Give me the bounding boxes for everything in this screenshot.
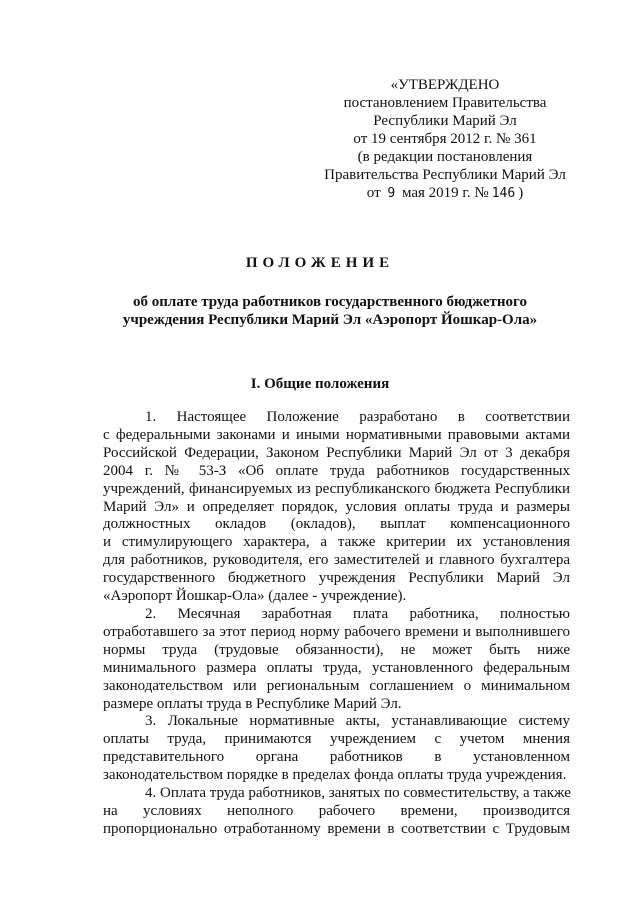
paragraph-line: размере оплаты труда в Республике Марий Эл. [103,695,402,712]
approval-handwritten-day: 9 [387,186,396,201]
approval-stamp-block [300,76,590,203]
paragraph-line: законодательством порядке в пределах фонда оплаты труда учреждения. [103,767,567,784]
paragraph-line: для работников, руководителя, его заместителей и главного бухгалтера [103,552,570,569]
paragraph-line: «Аэропорт Йошкар-Ола» (далее - учреждение). [103,588,407,605]
paragraph-line: учреждений, финансируемых из республиканского бюджета Республики [103,480,570,497]
paragraph-line: с федеральными законами и иными нормативными правовыми актами [103,426,570,443]
approval-date-prefix: от [366,185,381,201]
document-subtitle [100,293,560,329]
paragraph-line: 2. Месячная заработная плата работника, полностью [145,605,570,622]
approval-line: (в редакции постановления [357,149,533,165]
subtitle-line: об оплате труда работников государственного бюджетного [133,294,527,310]
paragraph-line: 4. Оплата труда работников, занятых по совместительству, а также [145,785,571,802]
paragraph-line: 1. Настоящее Положение разработано в соответствии [145,409,570,425]
paragraph-line: Марий Эл» и определяет порядок, условия оплаты труда и размеры [103,498,570,515]
paragraph-line: 2004 г. № 53-З «Об оплате труда работников государственных [103,462,570,479]
paragraph-line: нормы труда (трудовые обязанности), не может быть ниже [103,641,570,658]
paragraph-line: должностных окладов (окладов), выплат компенсационного [103,516,570,533]
approval-handwritten-number: 146 [491,186,516,201]
approval-date-line [300,184,590,203]
document-body [103,409,570,839]
paragraph-2 [103,606,570,713]
subtitle-line: учреждения Республики Марий Эл «Аэропорт Йошкар-Ола» [122,312,538,328]
approval-line: «УТВЕРЖДЕНО [390,77,500,93]
paragraph-line: оплаты труда, принимаются учреждением с учетом мнения [103,731,570,748]
section-heading: I. Общие положения [250,376,390,392]
paragraph-1 [103,409,570,606]
paragraph-line: пропорционально отработанному времени в соответствии с Трудовым [103,820,570,837]
paragraph-line: представительного органа работников в установленном [103,749,570,766]
paragraph-line: отработавшего за этот период норму рабочего времени и выполнившего [103,623,570,640]
paragraph-line: на условиях неполного рабочего времени, производится [103,802,570,819]
paragraph-line: минимального размера оплаты труда, установленного федеральным [103,659,570,676]
paragraph-line: законодательством или региональным соглашением о минимальном [103,677,570,694]
approval-date-middle: мая 2019 г. № [401,185,489,201]
approval-line: постановлением Правительства [343,95,547,111]
approval-line: Правительства Республики Марий Эл [324,167,566,183]
paragraph-line: и стимулирующего характера, а также критерии их установления [103,534,570,551]
document-title: ПОЛОЖЕНИЕ [245,255,395,271]
paragraph-line: государственного бюджетного учреждения Республики Марий Эл [103,570,570,587]
approval-date-suffix: ) [518,185,524,201]
paragraph-line: 3. Локальные нормативные акты, устанавливающие систему [145,713,570,730]
paragraph-line: Российской Федерации, Законом Республики Марий Эл от 3 декабря [103,444,570,461]
paragraph-3 [103,713,570,785]
paragraph-4 [103,785,570,839]
approval-line: Республики Марий Эл [373,113,517,129]
approval-line: от 19 сентября 2012 г. № 361 [353,131,537,147]
